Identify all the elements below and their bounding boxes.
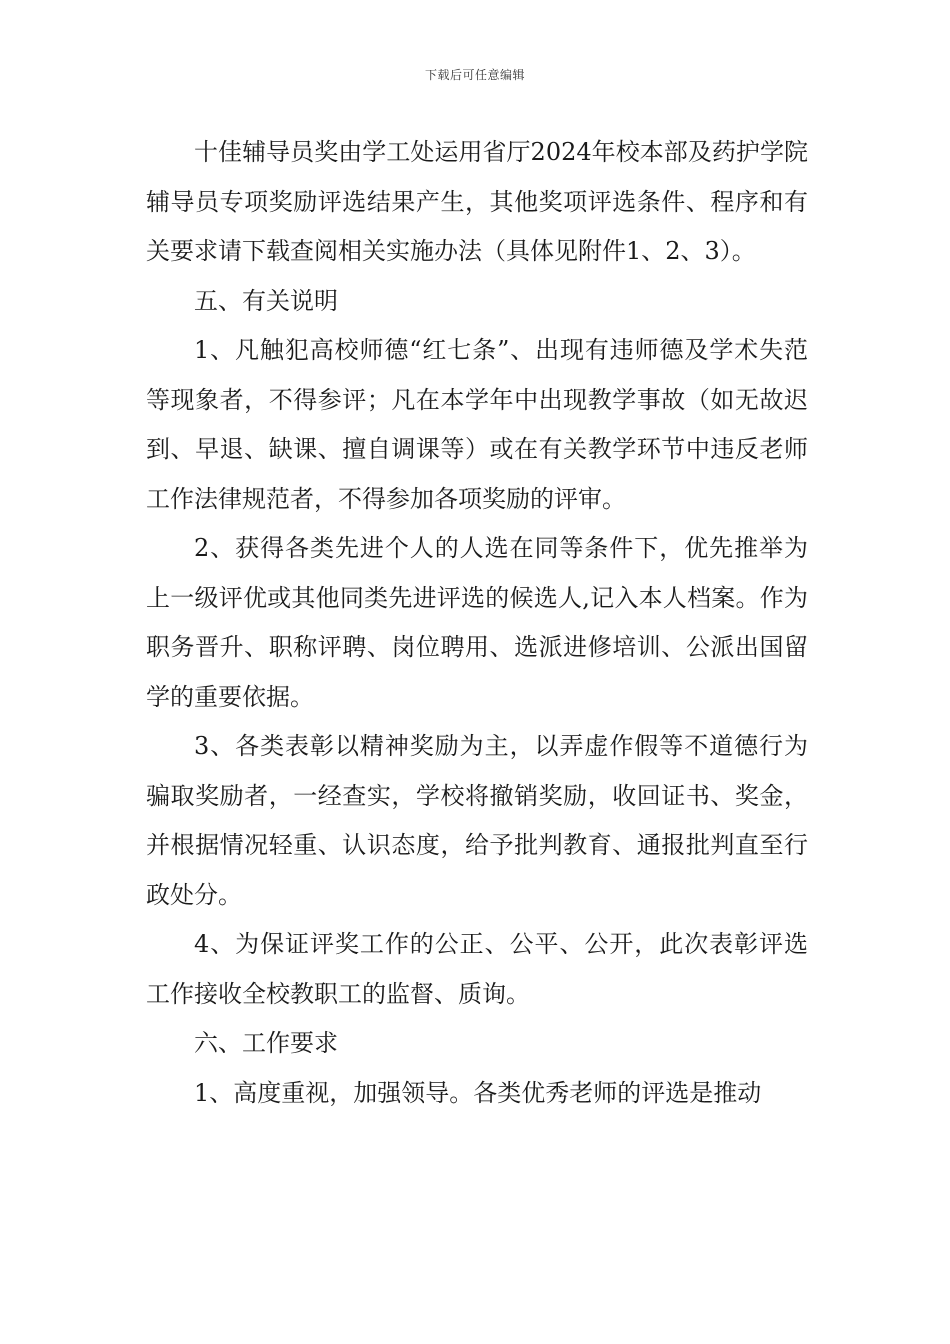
document-body xyxy=(146,128,808,1118)
paragraph-note-4: 4、为保证评奖工作的公正、公平、公开，此次表彰评选工作接收全校教职工的监督、质询。 xyxy=(146,930,808,1008)
paragraph-note-3: 3、各类表彰以精神奖励为主，以弄虚作假等不道德行为骗取奖励者，一经查实，学校将撤销奖励，收回证书、奖金，并根据情况轻重、认识态度，给予批判教育、通报批判直至行政处分。 xyxy=(146,732,808,909)
paragraph-note-2: 2、获得各类先进个人的人选在同等条件下，优先推举为上一级评优或其他同类先进评选的候选人,记入本人档案。作为职务晋升、职称评聘、岗位聘用、选派进修培训、公派出国留学的重要依据。 xyxy=(146,534,808,711)
paragraph-award-selection: 十佳辅导员奖由学工处运用省厅2024年校本部及药护学院辅导员专项奖励评选结果产生，其他奖项评选条件、程序和有关要求请下载查阅相关实施办法（具体见附件1、2、3）。 xyxy=(146,138,808,265)
paragraph-note-1: 1、凡触犯高校师德“红七条”、出现有违师德及学术失范等现象者，不得参评；凡在本学年中出现教学事故（如无故迟到、早退、缺课、擅自调课等）或在有关教学环节中违反老师工作法律规范者，不得参加各项奖励的评审。 xyxy=(146,336,808,513)
page-header: 下载后可任意编辑 xyxy=(424,68,525,82)
section-heading-notes: 五、有关说明 xyxy=(194,286,338,315)
paragraph-requirement-1: 1、高度重视，加强领导。各类优秀老师的评选是推动 xyxy=(194,1078,762,1107)
section-heading-requirements: 六、工作要求 xyxy=(194,1029,338,1057)
